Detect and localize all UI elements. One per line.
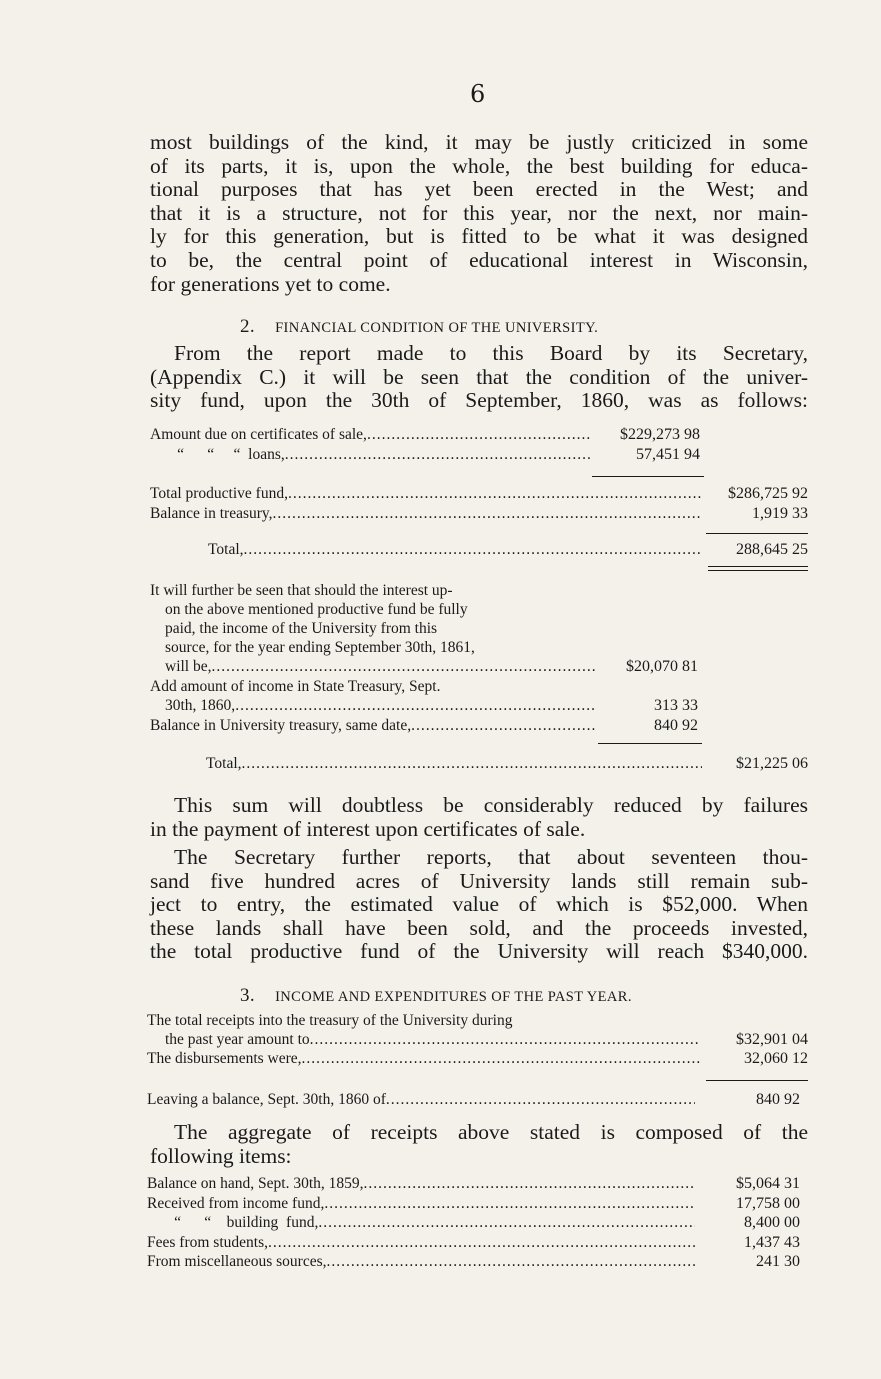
leader-dots [386, 1091, 695, 1109]
double-rule-bottom [708, 570, 808, 571]
ledger-row [150, 717, 597, 735]
section-number: 2. [240, 316, 256, 337]
row-amount: $32,901 04 [736, 1031, 808, 1048]
row-label: The disbursements were, [147, 1050, 302, 1067]
row-label: Balance on hand, Sept. 30th, 1859, [147, 1175, 364, 1192]
ledger-row [150, 485, 702, 503]
total-row [206, 755, 702, 773]
ledger-row [150, 505, 702, 523]
text-line: paid, the income of the University from this [165, 620, 438, 637]
text-line: It will further be seen that should the interest up- [150, 582, 453, 599]
row-label: Balance in treasury, [150, 505, 273, 522]
row-label: the past year amount to [165, 1031, 310, 1048]
leader-dots [273, 505, 702, 523]
row-amount: 32,060 12 [744, 1050, 808, 1067]
row-amount: 840 92 [654, 717, 698, 734]
row-amount: 313 33 [654, 697, 698, 714]
row-label: Leaving a balance, Sept. 30th, 1860 of [147, 1091, 386, 1108]
row-label: From miscellaneous sources, [147, 1253, 327, 1270]
text-line: Add amount of income in State Treasury, Sept. [150, 678, 441, 695]
ledger-row [150, 426, 590, 444]
section-3-paragraph [150, 1121, 808, 1168]
section-title: FINANCIAL CONDITION OF THE UNIVERSITY. [275, 320, 599, 336]
text-line: these lands shall have been sold, and the proceeds invested, [150, 915, 808, 940]
leader-dots [310, 1031, 700, 1049]
ledger-row [147, 1050, 700, 1068]
leader-dots [288, 485, 702, 503]
balance-row [147, 1091, 695, 1109]
text-line: From the report made to this Board by its Secretary, [174, 341, 808, 365]
leader-dots [244, 541, 702, 559]
ledger-row [150, 446, 590, 464]
row-amount: $286,725 92 [728, 485, 808, 502]
text-line: on the above mentioned productive fund be fully [165, 601, 468, 618]
row-label: Total, [208, 541, 244, 558]
row-amount: 241 30 [756, 1253, 800, 1270]
text-line: (Appendix C.) it will be seen that the condition of the univer- [150, 364, 808, 389]
ledger-row [165, 658, 597, 676]
leader-dots [212, 658, 598, 676]
section-2-paragraph [150, 342, 808, 413]
row-amount: 288,645 25 [736, 541, 808, 558]
text-line: tional purposes that has yet been erected in the West; and [150, 177, 808, 202]
row-label: “ “ “ loans, [150, 446, 285, 463]
sum-rule [598, 743, 702, 744]
leader-dots [327, 1253, 695, 1271]
section-title: INCOME AND EXPENDITURES OF THE PAST YEAR. [275, 989, 632, 1005]
text-line: The total receipts into the treasury of the University during [147, 1012, 513, 1029]
text-line: of its parts, it is, upon the whole, the best building for educa- [150, 153, 808, 178]
text-line: most buildings of the kind, it may be justly criticized in some [150, 130, 808, 154]
row-label: Total productive fund, [150, 485, 288, 502]
row-label: will be, [165, 658, 212, 675]
text-line: following items: [150, 1143, 292, 1168]
row-label: Fees from students, [147, 1234, 268, 1251]
row-label: 30th, 1860, [165, 697, 236, 714]
ledger-row [165, 1031, 700, 1049]
row-label: Balance in University treasury, same date, [150, 717, 412, 734]
ledger-row [147, 1253, 695, 1271]
text-line: source, for the year ending September 30th, 1861, [165, 639, 475, 656]
row-label: Amount due on certificates of sale, [150, 426, 367, 443]
leader-dots [324, 1195, 695, 1213]
text-line: that it is a structure, not for this year, nor the next, nor main- [150, 200, 808, 225]
section-2-paragraph-2 [150, 794, 808, 841]
row-amount: 17,758 00 [736, 1195, 800, 1212]
row-label: Total, [206, 755, 242, 772]
ledger-row [147, 1195, 695, 1213]
ledger-row [165, 697, 597, 715]
text-line: This sum will doubtless be considerably reduced by failures [174, 793, 808, 817]
text-line: The Secretary further reports, that about seventeen thou- [174, 845, 808, 869]
text-line: for generations yet to come. [150, 271, 391, 296]
row-amount: 1,437 43 [744, 1234, 800, 1251]
page-number: 6 [470, 80, 486, 108]
row-amount: 1,919 33 [752, 505, 808, 522]
section-2-heading [240, 316, 598, 338]
section-2-paragraph-3 [150, 846, 808, 964]
leader-dots [285, 446, 590, 464]
sum-rule [706, 533, 808, 534]
leader-dots [411, 717, 597, 735]
ledger-row [147, 1214, 695, 1232]
leader-dots [364, 1175, 695, 1193]
row-amount: $5,064 31 [736, 1175, 800, 1192]
row-amount: $229,273 98 [620, 426, 700, 443]
leader-dots [302, 1050, 700, 1068]
row-amount: $20,070 81 [626, 658, 698, 675]
section-number: 3. [240, 985, 256, 1006]
double-rule-top [708, 566, 808, 567]
leader-dots [242, 755, 702, 773]
leader-dots [318, 1214, 695, 1232]
sum-rule [592, 476, 704, 477]
text-line: to be, the central point of educational interest in Wisconsin, [150, 247, 808, 272]
ledger-row [147, 1234, 695, 1252]
leader-dots [235, 697, 597, 715]
text-line: ly for this generation, but is fitted to be what it was designed [150, 224, 808, 249]
row-amount: $21,225 06 [736, 755, 808, 772]
total-row [208, 541, 702, 559]
row-label: “ “ building fund, [147, 1214, 319, 1231]
sum-rule [706, 1080, 808, 1081]
row-label: Received from income fund, [147, 1195, 325, 1212]
leader-dots [268, 1234, 695, 1252]
section-3-heading [240, 985, 632, 1007]
ledger-row [147, 1175, 695, 1193]
leader-dots [367, 426, 590, 444]
text-line: sand five hundred acres of University lands still remain sub- [150, 868, 808, 893]
text-line: in the payment of interest upon certificates of sale. [150, 816, 586, 841]
row-amount: 840 92 [756, 1091, 800, 1108]
text-line: sity fund, upon the 30th of September, 1860, was as follows: [150, 388, 808, 413]
text-line: The aggregate of receipts above stated is composed of the [174, 1120, 808, 1144]
intro-paragraph [150, 131, 808, 296]
row-amount: 8,400 00 [744, 1214, 800, 1231]
row-amount: 57,451 94 [636, 446, 700, 463]
text-line: the total productive fund of the University will reach $340,000. [150, 939, 808, 964]
text-line: ject to entry, the estimated value of which is $52,000. When [150, 892, 808, 917]
